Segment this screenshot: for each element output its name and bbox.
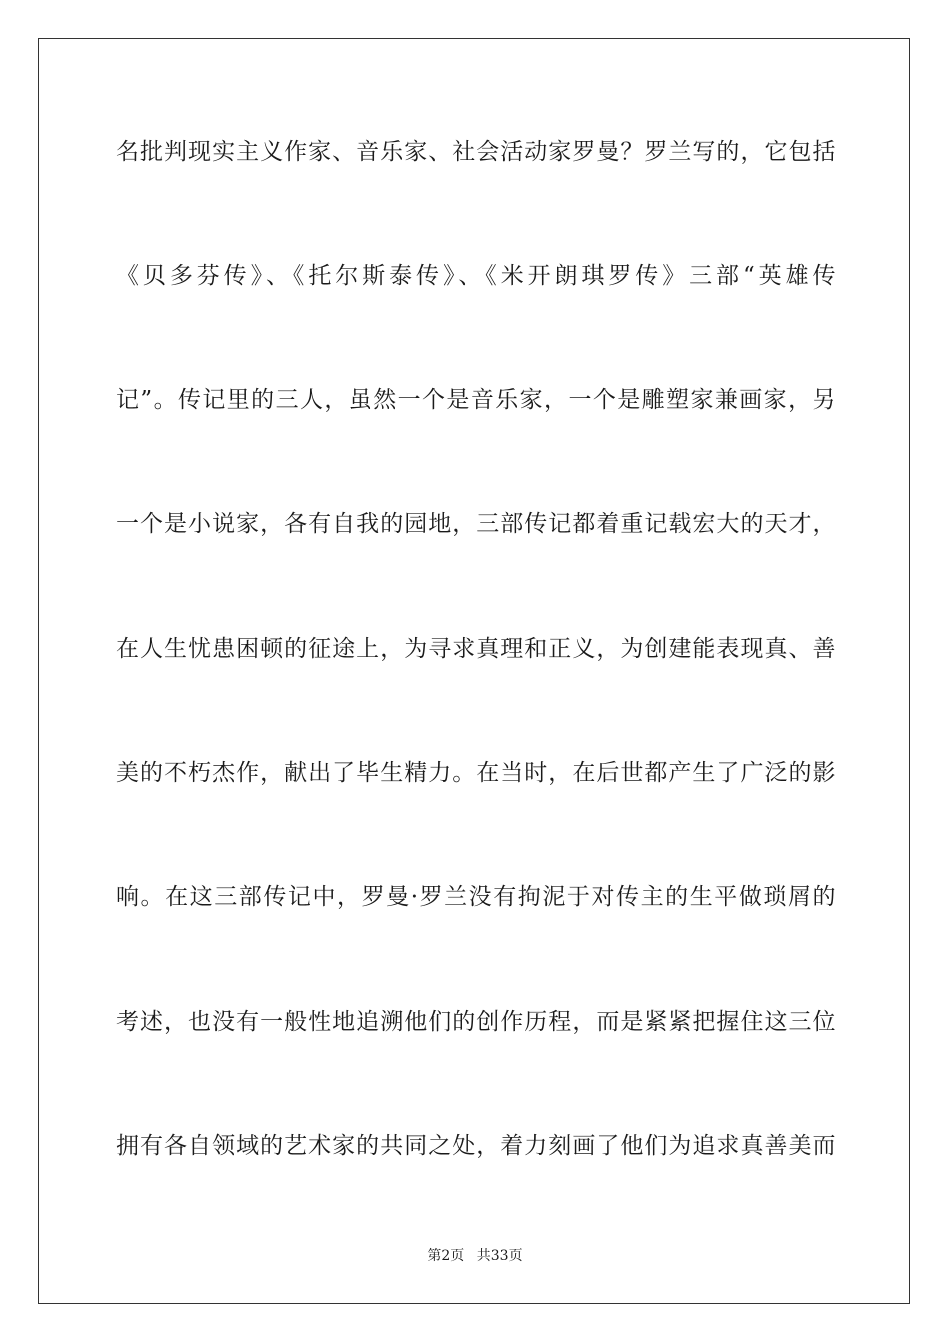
text-line: 拥有各自领域的艺术家的共同之处，着力刻画了他们为追求真善美而: [116, 1133, 836, 1159]
text-line: 响。在这三部传记中，罗曼·罗兰没有拘泥于对传主的生平做琐屑的: [116, 884, 836, 910]
text-line: 美的不朽杰作，献出了毕生精力。在当时，在后世都产生了广泛的影: [116, 760, 836, 786]
text-line: 一个是小说家，各有自我的园地，三部传记都着重记载宏大的天才，: [116, 511, 836, 537]
text-line: 名批判现实主义作家、音乐家、社会活动家罗曼？罗兰写的，它包括: [116, 139, 836, 165]
page-footer: [0, 1247, 950, 1265]
text-line: 《贝多芬传》、《托尔斯泰传》、《米开朗琪罗传》三部“英雄传: [116, 263, 836, 289]
current-page-label: 第2页: [427, 1248, 465, 1264]
text-line: 在人生忧患困顿的征途上，为寻求真理和正义，为创建能表现真、善: [116, 636, 836, 662]
text-line: 考述，也没有一般性地追溯他们的创作历程，而是紧紧把握住这三位: [116, 1009, 836, 1035]
page-border: [38, 38, 910, 1304]
total-pages-label: 共33页: [476, 1248, 523, 1264]
text-line: 记”。传记里的三人，虽然一个是音乐家，一个是雕塑家兼画家，另: [116, 387, 836, 413]
